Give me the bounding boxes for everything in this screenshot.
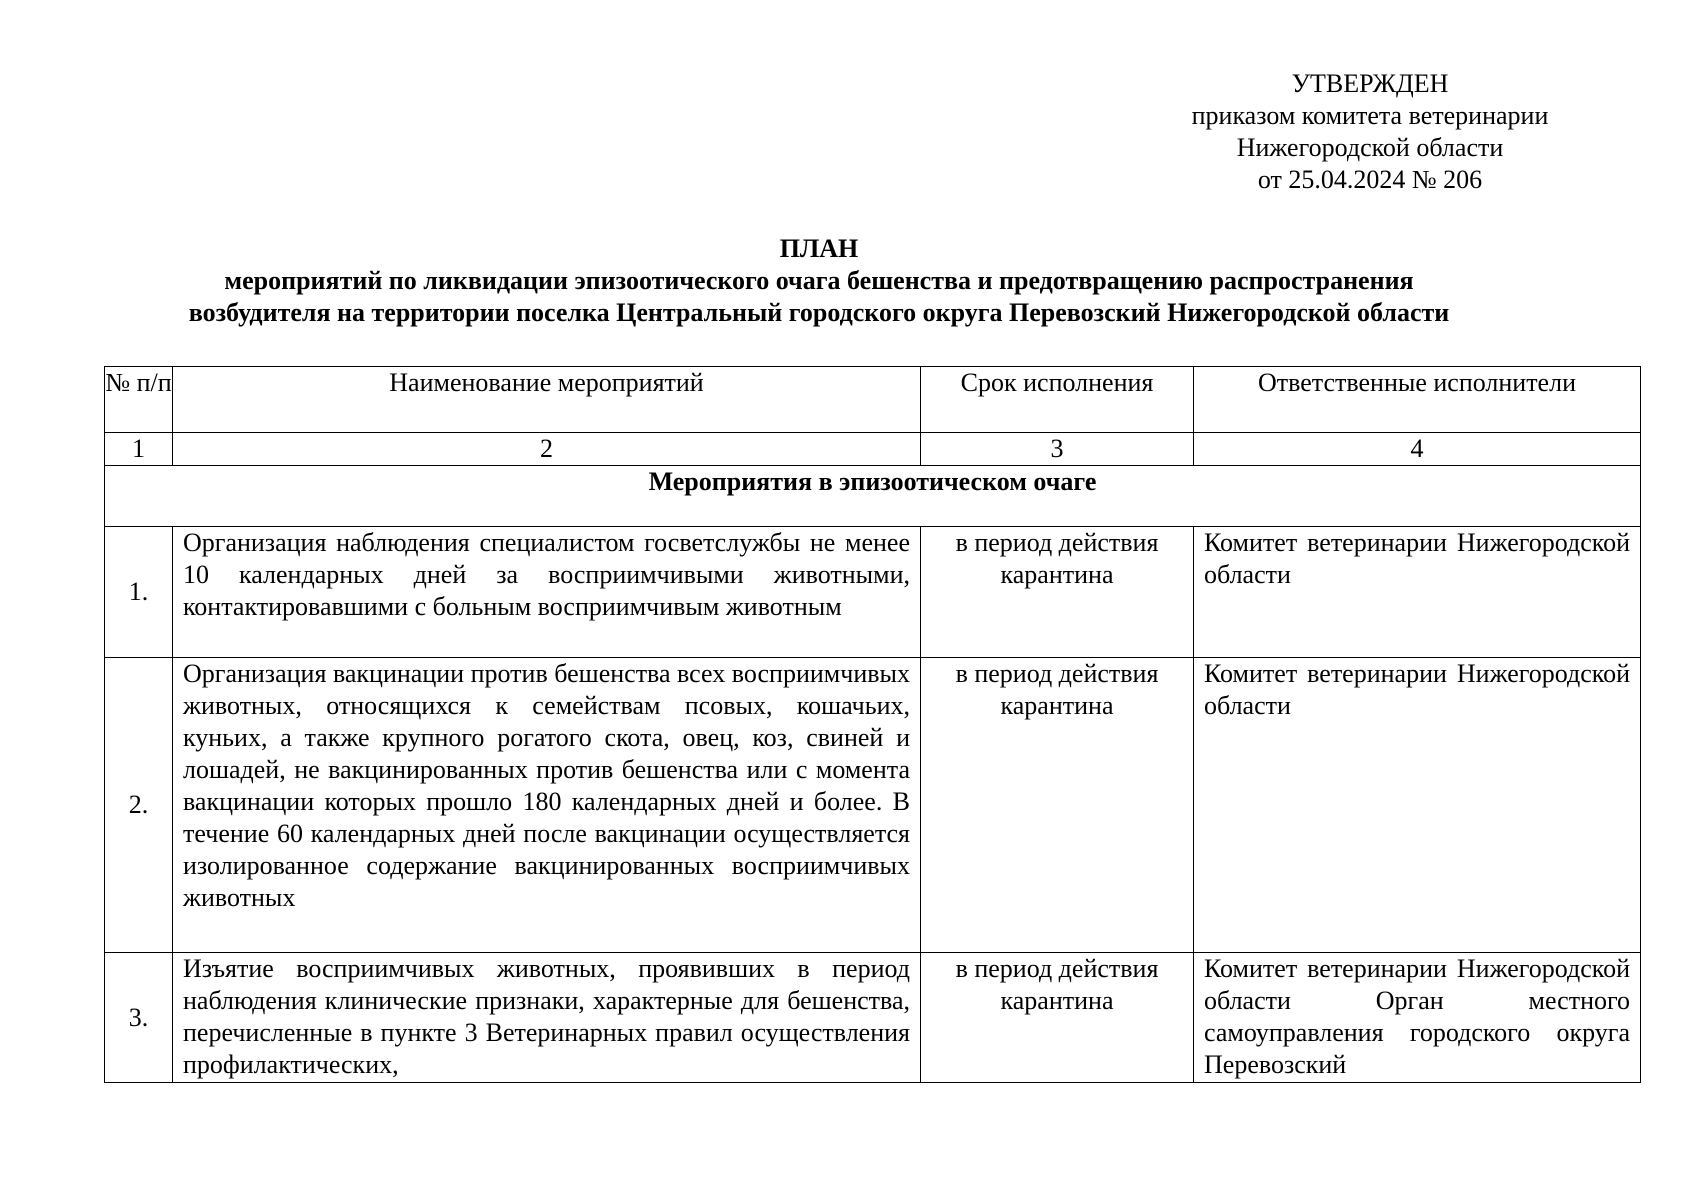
- row-number: 1.: [105, 527, 173, 658]
- row-measure: Организация вакцинации против бешенства всех восприимчивых животных, относящихся к семействам псовых, кошачьих, куньих, а также крупного рогатого скота, овец, коз, свиней и лошадей, не вакцинированных против бешенства или с момента вакцинации которых прошло 180 календарных дней и более. В течение 60 календарных дней после вакцинации осуществляется изолированное содержание вакцинированных восприимчивых животных: [173, 658, 921, 953]
- plan-table: [104, 366, 1641, 1083]
- table-row: [105, 658, 1641, 953]
- header-responsible: Ответственные исполнители: [1194, 367, 1641, 433]
- column-number-row: [105, 433, 1641, 466]
- row-measure: Изъятие восприимчивых животных, проявивших в период наблюдения клинические признаки, характерные для бешенства, перечисленные в пункте 3 Ветеринарных правил осуществления профилактических,: [183, 954, 910, 1079]
- row-number: 2.: [105, 658, 173, 953]
- column-number-2: 2: [173, 433, 921, 466]
- table-header-row: [105, 367, 1641, 433]
- title-line-2: возбудителя на территории поселка Центральный городского округа Перевозский Нижегородской области: [188, 298, 1450, 327]
- approval-date-line: от 25.04.2024 № 206: [1257, 165, 1483, 194]
- row-deadline: в период действия карантина: [921, 953, 1194, 1083]
- header-num: № п/п: [105, 367, 173, 433]
- table-row: [105, 527, 1641, 658]
- row-measure: Организация наблюдения специалистом госветслужбы не менее 10 календарных дней за восприимчивыми животными, контактировавшими с больным восприимчивым животным: [173, 527, 921, 658]
- title-line-1: мероприятий по ликвидации эпизоотического очага бешенства и предотвращению распространения: [224, 266, 1414, 295]
- row-deadline: в период действия карантина: [921, 658, 1194, 953]
- column-number-4: 4: [1194, 433, 1641, 466]
- row-measure-cell: [173, 953, 921, 1083]
- row-responsible-cell: [1194, 953, 1641, 1083]
- approval-order-line: приказом комитета ветеринарии: [1191, 101, 1549, 130]
- section-title: Мероприятия в эпизоотическом очаге: [105, 466, 1641, 527]
- row-responsible: Комитет ветеринарии Нижегородской области: [1194, 658, 1641, 953]
- document-title: [104, 233, 1534, 329]
- title-heading: ПЛАН: [779, 234, 859, 263]
- approval-region-line: Нижегородской области: [1236, 133, 1504, 162]
- header-deadline: Срок исполнения: [921, 367, 1194, 433]
- approval-label: УТВЕРЖДЕН: [1291, 69, 1449, 98]
- table-row: [105, 953, 1641, 1083]
- row-number: 3.: [105, 953, 173, 1083]
- header-name: Наименование мероприятий: [173, 367, 921, 433]
- row-responsible: Комитет ветеринарии Нижегородской области: [1194, 527, 1641, 658]
- section-row: [105, 466, 1641, 527]
- row-responsible: Комитет ветеринарии Нижегородской области Орган местного самоуправления городского округа Перевозский: [1204, 954, 1630, 1079]
- column-number-3: 3: [921, 433, 1194, 466]
- column-number-1: 1: [105, 433, 173, 466]
- approval-stamp: [1160, 68, 1580, 196]
- row-deadline: в период действия карантина: [921, 527, 1194, 658]
